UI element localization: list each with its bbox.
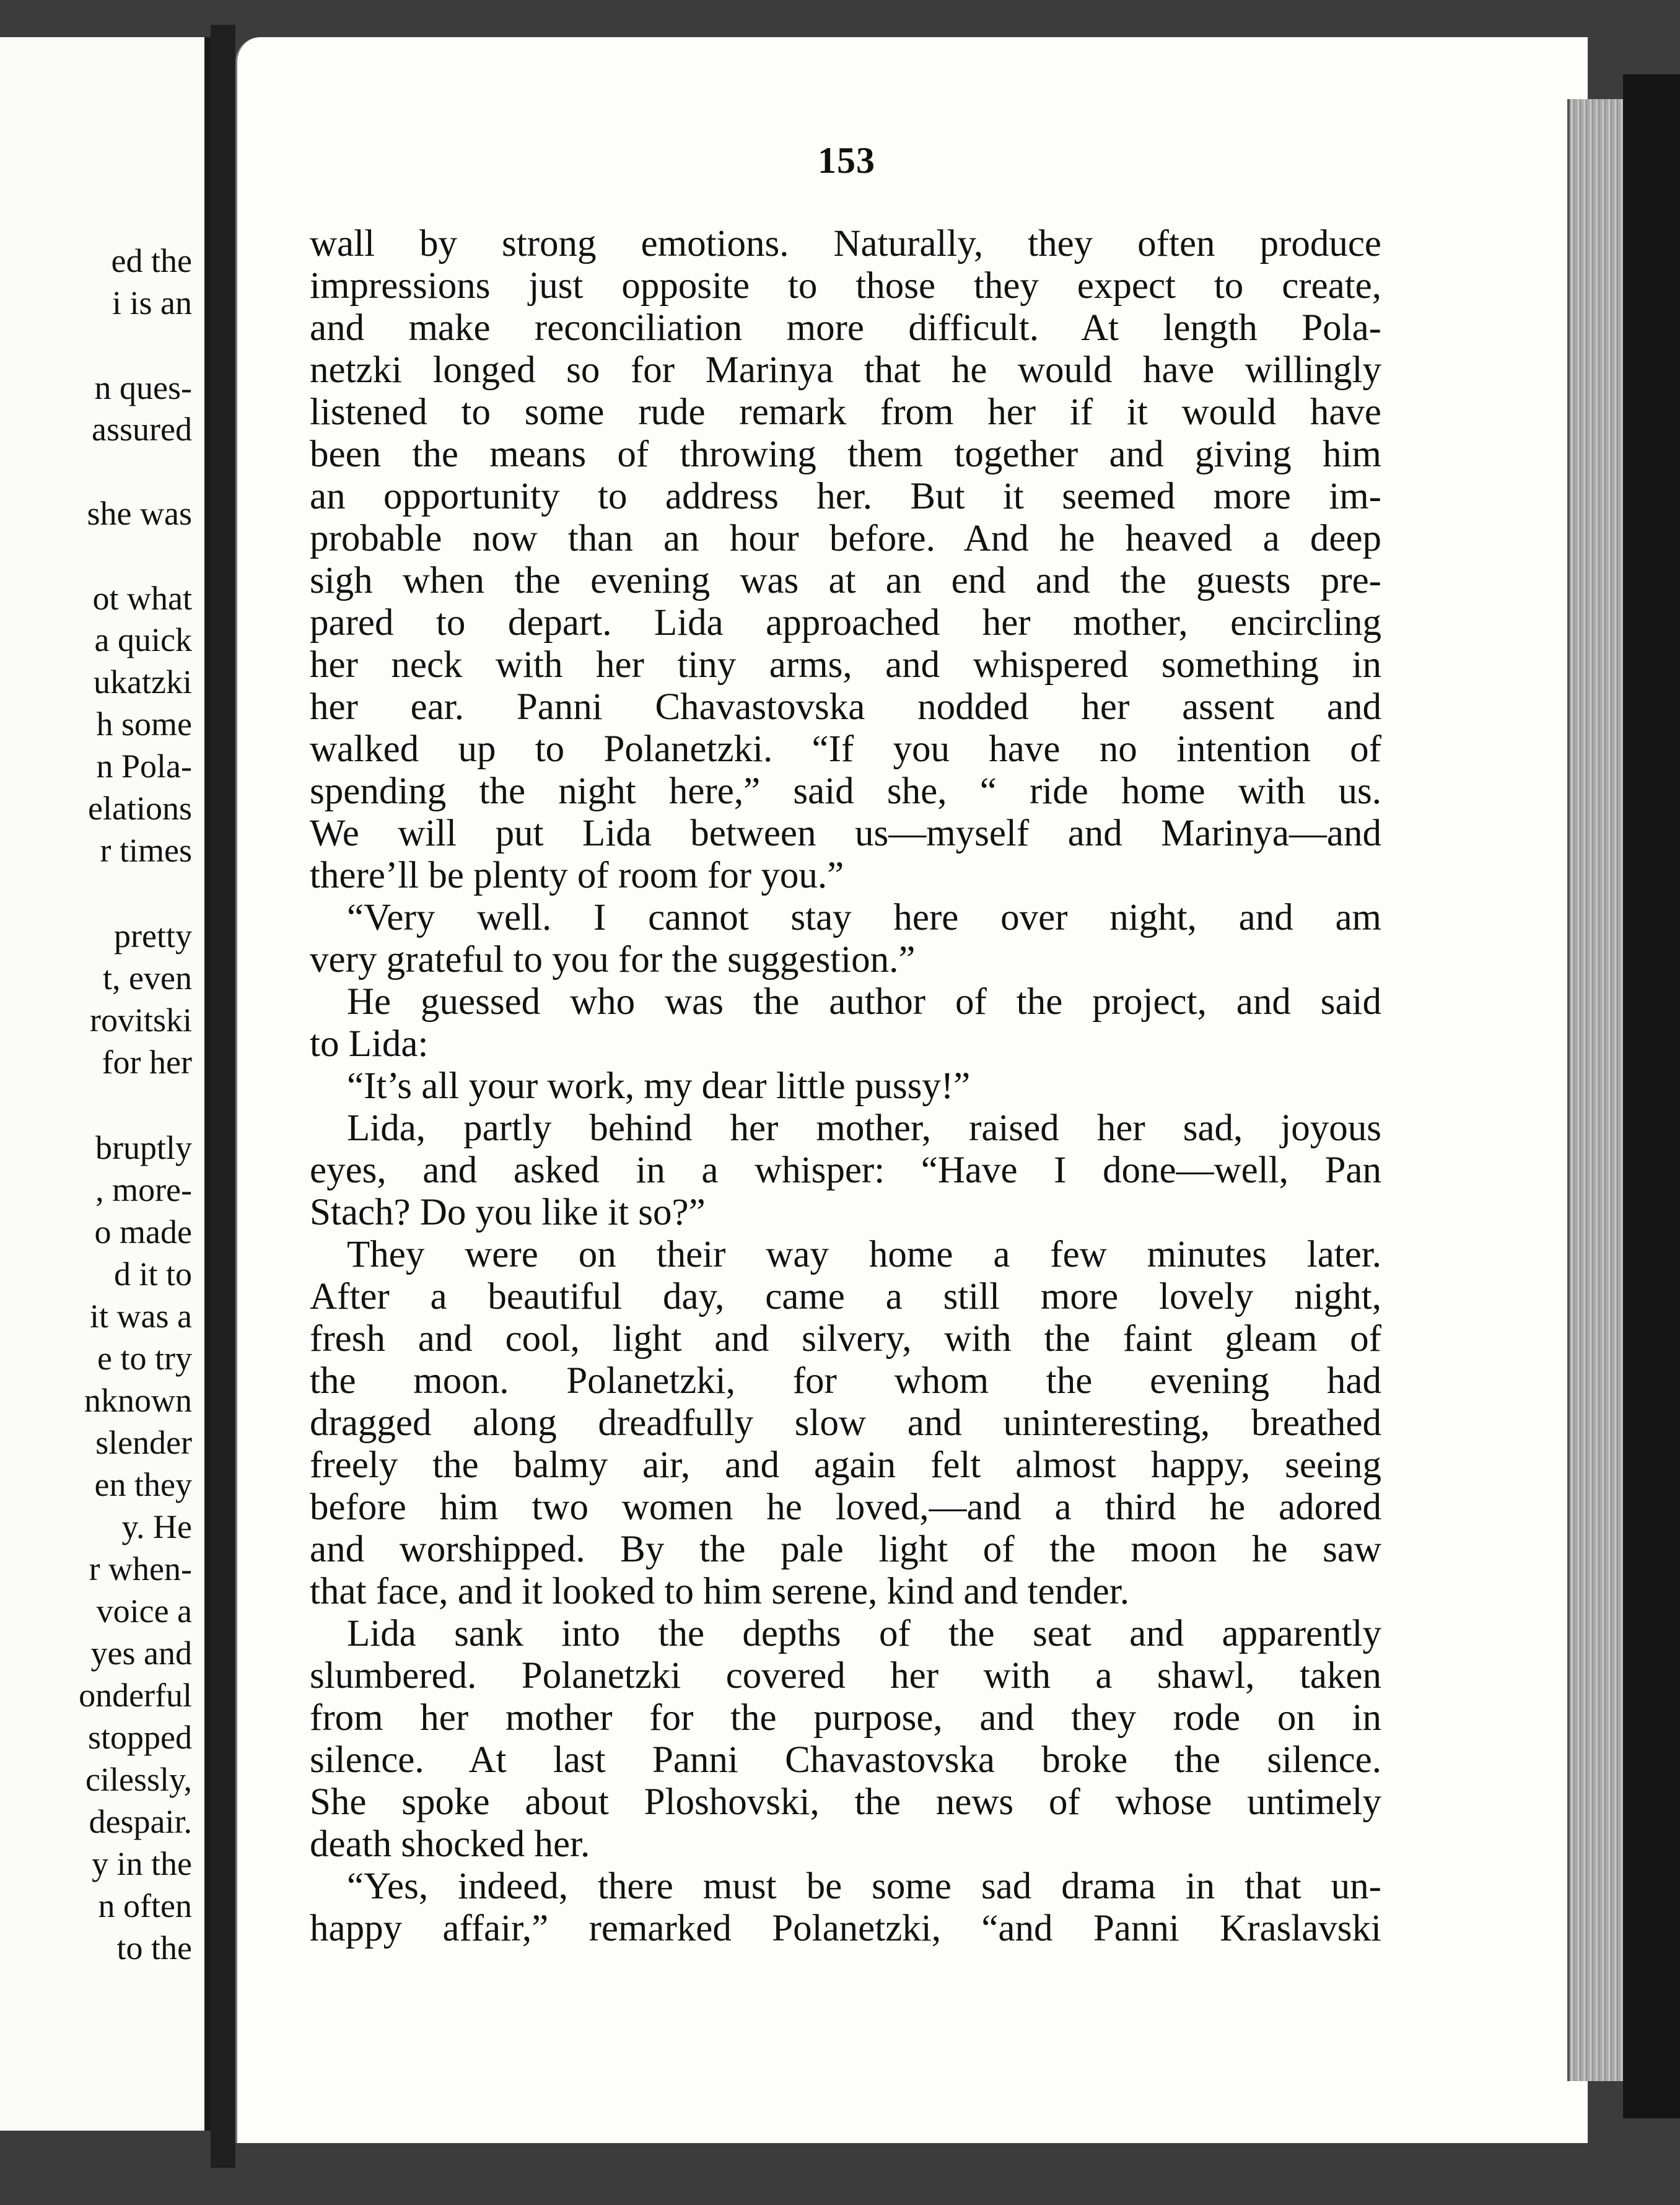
text-line: her ear. Panni Chavastovska nodded her assent and <box>310 686 1381 728</box>
text-line: from her mother for the purpose, and they rode on in <box>310 1697 1381 1739</box>
text-line: “It’s all your work, my dear little pussy!” <box>347 1065 971 1107</box>
left-line: o made <box>94 1213 192 1251</box>
left-line: slender <box>95 1424 192 1461</box>
left-line: ed the <box>111 242 192 279</box>
left-line: assured <box>92 411 192 448</box>
text-line: netzki longed so for Marinya that he would have willingly <box>310 349 1381 391</box>
left-line: d it to <box>113 1255 192 1293</box>
text-line: slumbered. Polanetzki covered her with a shawl, taken <box>310 1655 1381 1696</box>
text-line: probable now than an hour before. And he heaved a deep <box>310 518 1381 559</box>
left-line: for her <box>102 1044 192 1081</box>
left-line: cilessly, <box>85 1761 192 1798</box>
left-line: nknown <box>84 1382 192 1419</box>
left-line: to the <box>116 1929 192 1967</box>
left-line: a quick <box>94 621 192 658</box>
text-line: Stach? Do you like it so?” <box>310 1192 706 1233</box>
text-line: listened to some rude remark from her if it would have <box>310 391 1381 433</box>
left-line: elations <box>88 790 192 827</box>
left-line: r times <box>100 832 192 869</box>
text-line: that face, and it looked to him serene, kind and tender. <box>310 1571 1129 1612</box>
left-line: it was a <box>90 1298 192 1335</box>
book-gutter <box>211 25 235 2168</box>
left-line: yes and <box>90 1635 192 1672</box>
left-line: r when- <box>89 1550 192 1587</box>
text-line: She spoke about Ploshovski, the news of whose untimely <box>310 1781 1381 1823</box>
text-line: We will put Lida between us—myself and Marinya—and <box>310 813 1381 854</box>
left-line: t, even <box>103 959 192 997</box>
page-edges <box>1567 99 1625 2081</box>
text-line: impressions just opposite to those they expect to create, <box>310 265 1381 307</box>
left-line: she was <box>87 495 192 532</box>
left-line: en they <box>94 1466 192 1503</box>
text-line: dragged along dreadfully slow and uninteresting, breathed <box>310 1402 1381 1444</box>
left-line: voice a <box>96 1592 192 1630</box>
page-number: 153 <box>818 140 875 181</box>
text-line: wall by strong emotions. Naturally, they often produce <box>310 223 1381 264</box>
text-line: freely the balmy air, and again felt almost happy, seeing <box>310 1444 1381 1486</box>
left-line: despair. <box>89 1803 192 1840</box>
text-line: before him two women he loved,—and a third he adored <box>310 1487 1381 1528</box>
text-line: the moon. Polanetzki, for whom the evening had <box>310 1360 1381 1402</box>
text-line: there’ll be plenty of room for you.” <box>310 855 844 896</box>
left-line: n Pola- <box>96 748 192 785</box>
text-line: walked up to Polanetzki. “If you have no intention of <box>310 728 1381 770</box>
text-line: Lida sank into the depths of the seat and apparently <box>347 1613 1381 1654</box>
left-line: n ques- <box>94 369 192 406</box>
text-line: Lida, partly behind her mother, raised her sad, joyous <box>347 1107 1381 1149</box>
text-line: very grateful to you for the suggestion.” <box>310 939 916 980</box>
left-line: rovitski <box>89 1002 192 1039</box>
left-line: ot what <box>92 580 192 617</box>
text-line: spending the night here,” said she, “ ride home with us. <box>310 771 1381 812</box>
text-line: to Lida: <box>310 1023 429 1065</box>
left-line: n often <box>98 1887 192 1924</box>
text-line: her neck with her tiny arms, and whispered something in <box>310 644 1381 686</box>
left-line: bruptly <box>95 1129 192 1166</box>
text-line: and worshipped. By the pale light of the moon he saw <box>310 1529 1381 1570</box>
text-line: They were on their way home a few minutes later. <box>347 1234 1381 1275</box>
text-line: an opportunity to address her. But it seemed more im- <box>310 476 1381 517</box>
left-line: h some <box>96 705 192 743</box>
left-line: y. He <box>121 1508 192 1545</box>
text-line: and make reconciliation more difficult. At length Pola- <box>310 307 1381 349</box>
left-line: , more- <box>95 1171 192 1208</box>
text-line: pared to depart. Lida approached her mother, encircling <box>310 602 1381 644</box>
text-line: “Very well. I cannot stay here over night, and am <box>347 897 1381 938</box>
text-line: eyes, and asked in a whisper: “Have I done—well, Pan <box>310 1150 1381 1191</box>
body-text <box>310 223 1381 1950</box>
left-line: ukatzki <box>94 663 192 701</box>
text-line: happy affair,” remarked Polanetzki, “and Panni Kraslavski <box>310 1908 1381 1949</box>
left-line: y in the <box>92 1845 192 1882</box>
text-line: sigh when the evening was at an end and the guests pre- <box>310 560 1381 601</box>
text-line: He guessed who was the author of the project, and said <box>347 981 1381 1023</box>
left-line: onderful <box>79 1677 192 1714</box>
text-line: After a beautiful day, came a still more lovely night, <box>310 1276 1381 1317</box>
left-line: i is an <box>112 284 192 321</box>
left-line: pretty <box>114 917 192 954</box>
text-line: fresh and cool, light and silvery, with the faint gleam of <box>310 1318 1381 1360</box>
book-cover-edge <box>1623 74 1680 2118</box>
left-page <box>0 37 211 2131</box>
text-line: been the means of throwing them together and giving him <box>310 434 1381 475</box>
left-line: e to try <box>97 1340 192 1377</box>
text-line: silence. At last Panni Chavastovska broke the silence. <box>310 1739 1381 1781</box>
left-line: stopped <box>88 1719 192 1756</box>
text-line: “Yes, indeed, there must be some sad drama in that un- <box>347 1866 1381 1907</box>
text-line: death shocked her. <box>310 1823 590 1865</box>
